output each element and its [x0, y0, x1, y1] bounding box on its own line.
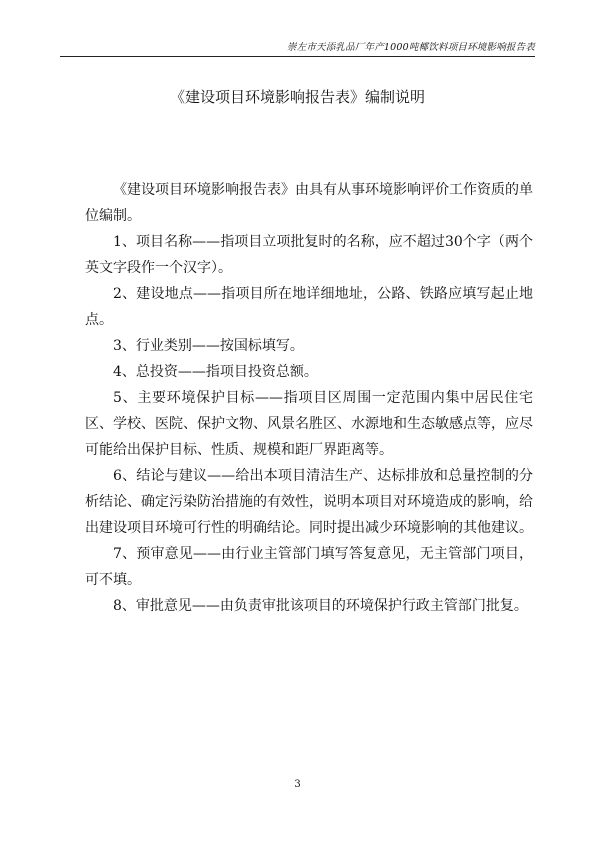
document-body: [85, 177, 533, 619]
paragraph-item-7: 7、预审意见——由行业主管部门填写答复意见，无主管部门项目，可不填。: [85, 546, 533, 588]
paragraph-item-3: 3、行业类别——按国标填写。: [113, 338, 304, 354]
paragraph-item-2: 2、建设地点——指项目所在地详细地址，公路、铁路应填写起止地点。: [85, 286, 533, 328]
document-title: 《建设项目环境影响报告表》编制说明: [169, 88, 425, 106]
paragraph-item-1: 1、项目名称——指项目立项批复时的名称，应不超过30个字（两个英文字段作一个汉字）。: [85, 234, 533, 276]
paragraph-item-8: 8、审批意见——由负责审批该项目的环境保护行政主管部门批复。: [113, 598, 528, 614]
paragraph-intro: 《建设项目环境影响报告表》由具有从事环境影响评价工作资质的单位编制。: [85, 182, 533, 224]
running-title: 崇左市天添乳品厂年产1000吨椰饮料项目环境影响报告表: [286, 42, 535, 53]
paragraph-item-6: 6、结论与建议——给出本项目清洁生产、达标排放和总量控制的分析结论、确定污染防治措施的有效性，说明本项目对环境造成的影响，给出建设项目环境可行性的明确结论。同时提出减少环境影响的其他建议。: [85, 468, 533, 536]
page-number: 3: [294, 779, 301, 790]
paragraph-item-5: 5、主要环境保护目标——指项目区周围一定范围内集中居民住宅区、学校、医院、保护文物、风景名胜区、水源地和生态敏感点等，应尽可能给出保护目标、性质、规模和距厂界距离等。: [85, 390, 533, 458]
paragraph-item-4: 4、总投资——指项目投资总额。: [113, 364, 318, 380]
page-header: [60, 40, 535, 57]
